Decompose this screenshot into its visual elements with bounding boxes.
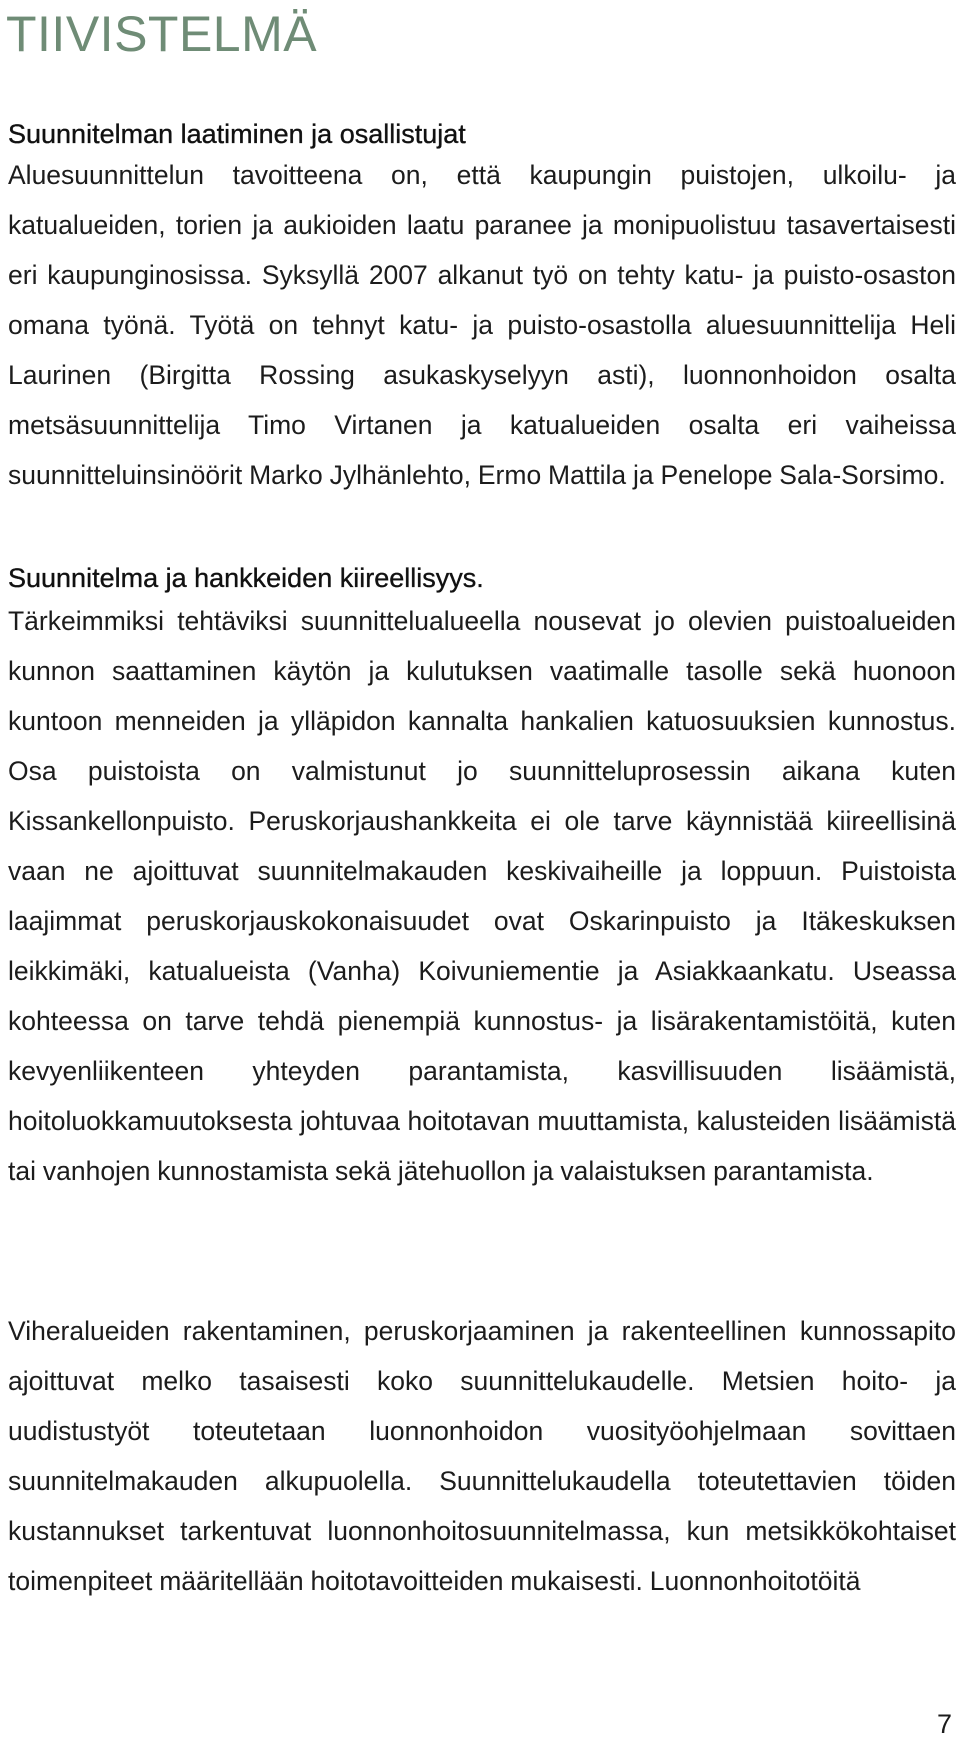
section-heading: Suunnitelma ja hankkeiden kiireellisyys. — [8, 563, 484, 593]
section-planning-and-participants — [8, 116, 956, 500]
section-green-area-schedule — [8, 1306, 956, 1606]
section-body: Viheralueiden rakentaminen, peruskorjaaminen ja rakenteellinen kunnossapito ajoittuvat melko tasaisesti koko suunnittelukaudelle. Metsien hoito- ja uudistustyöt toteutetaan luonnonhoidon vuosityöohjelmaan sovittaen suunnitelmakauden alkupuolella. Suunnittelukaudella toteutettavien töiden kustannukset tarkentuvat luonnonhoitosuunnitelmassa, kun metsikkökohtaiset toimenpiteet määritellään hoitotavoitteiden mukaisesti. Luonnonhoitotöitä — [8, 1316, 956, 1596]
section-plan-and-urgency — [8, 560, 956, 1196]
section-body: Tärkeimmiksi tehtäviksi suunnittelualueella nousevat jo olevien puistoalueiden kunnon saattaminen käytön ja kulutuksen vaatimalle tasolle sekä huonoon kuntoon menneiden ja ylläpidon kannalta hankalien katuosuuksien kunnostus. Osa puistoista on valmistunut jo suunnitteluprosessin aikana kuten Kissankellonpuisto. Peruskorjaushankkeita ei ole tarve käynnistää kiireellisinä vaan ne ajoittuvat suunnitelmakauden keskivaiheille ja loppuun. Puistoista laajimmat peruskorjauskokonaisuudet ovat Oskarinpuisto ja Itäkeskuksen leikkimäki, katualueista (Vanha) Koivuniementie ja Asiakkaankatu. Useassa kohteessa on tarve tehdä pienempiä kunnostus- ja lisärakentamistöitä, kuten kevyenliikenteen yhteyden parantamista, kasvillisuuden lisäämistä, hoitoluokkamuutoksesta johtuvaa hoitotavan muuttamista, kalusteiden lisäämistä tai vanhojen kunnostamista sekä jätehuollon ja valaistuksen parantamista. — [8, 606, 956, 1186]
section-body: Aluesuunnittelun tavoitteena on, että kaupungin puistojen, ulkoilu- ja katualueiden, torien ja aukioiden laatu paranee ja monipuolistuu tasavertaisesti eri kaupunginosissa. Syksyllä 2007 alkanut työ on tehty katu- ja puisto-osaston omana työnä. Työtä on tehnyt katu- ja puisto-osastolla aluesuunnittelija Heli Laurinen (Birgitta Rossing asukaskyselyyn asti), luonnonhoidon osalta metsäsuunnittelija Timo Virtanen ja katualueiden osalta eri vaiheissa suunnitteluinsinöörit Marko Jylhänlehto, Ermo Mattila ja Penelope Sala-Sorsimo. — [8, 160, 956, 490]
section-heading: Suunnitelman laatiminen ja osallistujat — [8, 119, 466, 149]
page-number: 7 — [936, 1709, 952, 1739]
page-title: TIIVISTELMÄ — [6, 6, 318, 62]
